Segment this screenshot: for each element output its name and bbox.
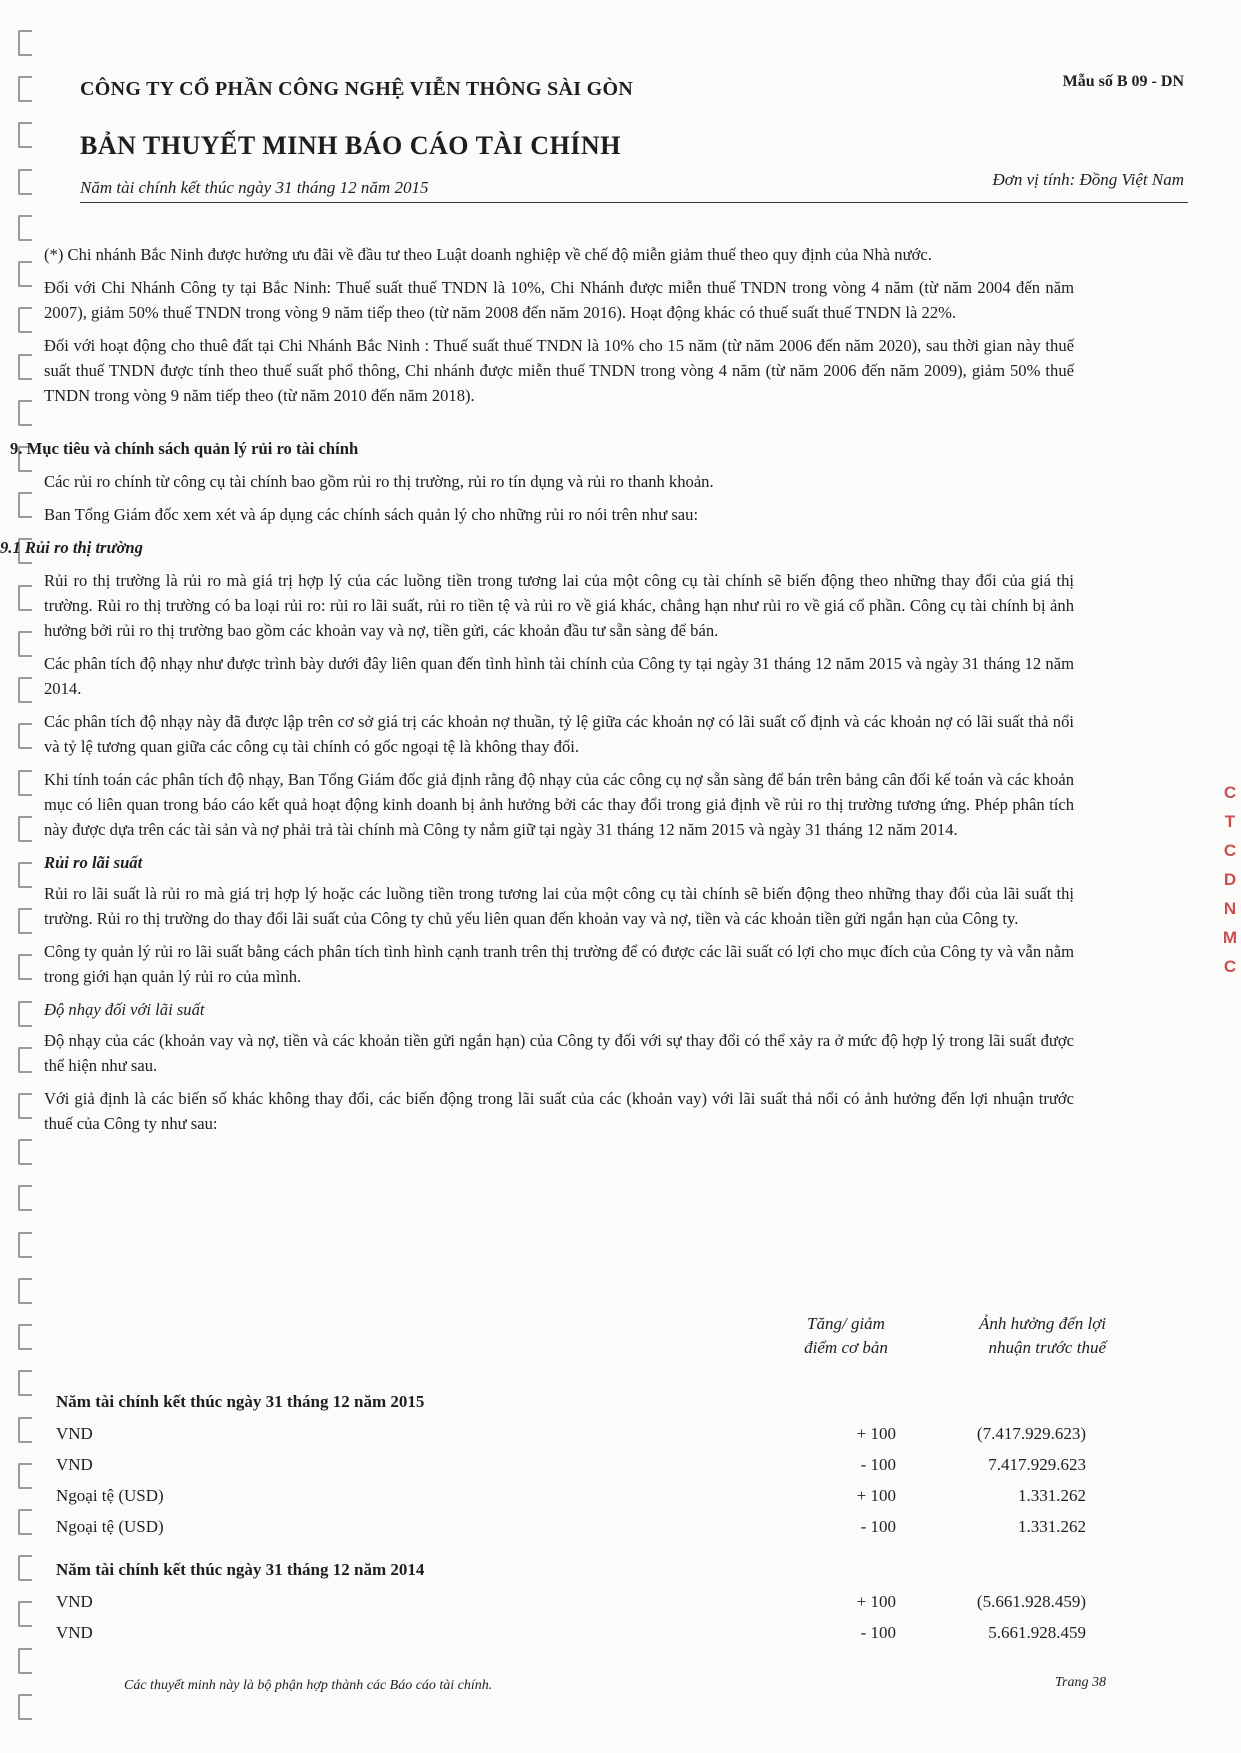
binding-ring — [18, 1648, 32, 1674]
binding-ring — [18, 1139, 32, 1165]
binding-ring — [18, 862, 32, 888]
binding-ring — [18, 1601, 32, 1627]
page-number: Trang 38 — [1055, 1675, 1106, 1690]
currency-unit: Đơn vị tính: Đồng Việt Nam — [992, 170, 1184, 189]
header-rule — [80, 202, 1188, 203]
binding-ring — [18, 261, 32, 287]
paragraph: Khi tính toán các phân tích độ nhạy, Ban Tổng Giám đốc giả định rằng độ nhạy của các công cụ nợ sẵn sàng để bán trên bảng cân đối kế toán và các khoản mục có liên quan trong báo cáo kết quả hoạt động kinh doanh bị ảnh hưởng bởi các thay đổi trong giả định về rủi ro thị trường tương ứng. Phép phân tích này được dựa trên các tài sản và nợ phải trả tài chính mà Công ty nắm giữ tại ngày 31 tháng 12 năm 2015 và ngày 31 tháng 12 năm 2014. — [44, 770, 1074, 839]
table-row: Ngoại tệ (USD) + 100 1.331.262 — [56, 1486, 1086, 1505]
binding-ring — [18, 1278, 32, 1304]
table-group-title: Năm tài chính kết thúc ngày 31 tháng 12 năm 2014 — [56, 1560, 425, 1579]
binding-ring — [18, 400, 32, 426]
subsection-heading: 9.1 Rủi ro thị trường — [0, 538, 143, 557]
stamp-letter: M — [1222, 928, 1238, 947]
stamp-letter: C — [1223, 957, 1237, 976]
binding-ring — [18, 1509, 32, 1535]
binding-ring — [18, 1694, 32, 1720]
binding-ring — [18, 169, 32, 195]
stamp-edge — [1221, 778, 1239, 981]
paragraph: Công ty quản lý rủi ro lãi suất bằng cách phân tích tình hình cạnh tranh trên thị trường để có được các lãi suất có lợi cho mục đích của Công ty và vẫn nằm trong giới hạn quản lý rủi ro của mình. — [44, 942, 1074, 986]
stamp-letter: C — [1223, 841, 1237, 860]
binding-ring — [18, 1001, 32, 1027]
fiscal-year-subtitle: Năm tài chính kết thúc ngày 31 tháng 12 năm 2015 — [80, 178, 429, 197]
table-row: VND + 100 (7.417.929.623) — [56, 1424, 1086, 1443]
binding-ring — [18, 1047, 32, 1073]
paragraph: Đối với Chi Nhánh Công ty tại Bắc Ninh: Thuế suất thuế TNDN là 10%, Chi Nhánh được miễn thuế TNDN trong vòng 4 năm (từ năm 2004 đến năm 2007), giảm 50% thuế TNDN trong vòng 9 năm tiếp theo (từ năm 2008 đến năm 2016). Hoạt động khác có thuế suất thuế TNDN là 22%. — [44, 278, 1074, 322]
report-title: BẢN THUYẾT MINH BÁO CÁO TÀI CHÍNH — [80, 131, 621, 160]
binding-ring — [18, 908, 32, 934]
binding-ring — [18, 1370, 32, 1396]
binding-ring — [18, 1324, 32, 1350]
paragraph: Ban Tổng Giám đốc xem xét và áp dụng các chính sách quản lý cho những rủi ro nói trên như sau: — [44, 505, 699, 524]
binding-ring — [18, 954, 32, 980]
binding-ring — [18, 492, 32, 518]
paragraph: Với giả định là các biến số khác không thay đổi, các biến động trong lãi suất của các (khoản vay) với lãi suất thả nổi có ảnh hưởng đến lợi nhuận trước thuế của Công ty như sau: — [44, 1089, 1074, 1133]
paragraph: Đối với hoạt động cho thuê đất tại Chi Nhánh Bắc Ninh : Thuế suất thuế TNDN là 10% cho 15 năm (từ năm 2006 đến năm 2020), sau thời gian này thuế suất thuế TNDN được tính theo thuế suất phổ thông, Chi nhánh được miễn thuế TNDN trong vòng 4 năm (từ năm 2006 đến năm 2009), giảm 50% thuế TNDN trong vòng 9 năm tiếp theo (từ năm 2010 đến năm 2018). — [44, 336, 1074, 405]
paragraph: Các phân tích độ nhạy như được trình bày dưới đây liên quan đến tình hình tài chính của Công ty tại ngày 31 tháng 12 năm 2015 và ngày 31 tháng 12 năm 2014. — [44, 654, 1074, 698]
binding-ring — [18, 1232, 32, 1258]
section-heading: 9. Mục tiêu và chính sách quản lý rủi ro tài chính — [10, 439, 359, 458]
interest-risk-heading: Rủi ro lãi suất — [44, 853, 143, 872]
binding-ring — [18, 30, 32, 56]
binding-ring — [18, 354, 32, 380]
paragraph: (*) Chi nhánh Bắc Ninh được hưởng ưu đãi về đầu tư theo Luật doanh nghiệp về chế độ miễn giảm thuế theo quy định của Nhà nước. — [44, 245, 932, 264]
binding-ring — [18, 677, 32, 703]
stamp-letter: C — [1223, 783, 1237, 802]
paragraph: Độ nhạy của các (khoản vay và nợ, tiền và các khoản tiền gửi ngắn hạn) của Công ty đối với sự thay đổi có thể xảy ra ở mức độ hợp lý trong lãi suất được thể hiện như sau. — [44, 1031, 1074, 1075]
binding-ring — [18, 770, 32, 796]
table-row: VND - 100 7.417.929.623 — [56, 1455, 1086, 1474]
document-body — [0, 242, 1074, 1144]
column-header-profit-effect: Ảnh hưởng đến lợi nhuận trước thuế — [978, 1314, 1106, 1357]
stamp-letter: D — [1223, 870, 1237, 889]
paragraph: Rủi ro lãi suất là rủi ro mà giá trị hợp lý hoặc các luồng tiền trong tương lai của một công cụ tài chính sẽ biến động theo những thay đổi của lãi suất thị trường. Rủi ro thị trường do thay đổi lãi suất của Công ty chủ yếu liên quan đến khoản vay và nợ, tiền và các khoản tiền gửi ngắn hạn của Công ty. — [44, 884, 1074, 928]
paragraph: Các phân tích độ nhạy này đã được lập trên cơ sở giá trị các khoản nợ thuần, tỷ lệ giữa các khoản nợ có lãi suất cố định và các khoản nợ có lãi suất thả nổi và tỷ lệ tương quan giữa các công cụ tài chính có gốc ngoại tệ là không thay đổi. — [44, 712, 1074, 756]
stamp-letter: T — [1224, 812, 1236, 831]
paragraph: Rủi ro thị trường là rủi ro mà giá trị hợp lý của các luồng tiền trong tương lai của một công cụ tài chính sẽ biến động theo những thay đổi của giá thị trường. Rủi ro thị trường có ba loại rủi ro: rủi ro lãi suất, rủi ro tiền tệ và rủi ro về giá khác, chẳng hạn như rủi ro về giá cổ phần. Công cụ tài chính bị ảnh hưởng bởi rủi ro thị trường bao gồm các khoản vay và nợ, tiền gửi, các khoản đầu tư sẵn sàng để bán. — [44, 571, 1074, 640]
binding-ring — [18, 307, 32, 333]
sensitivity-heading: Độ nhạy đối với lãi suất — [44, 1000, 205, 1019]
binding-ring — [18, 723, 32, 749]
stamp-letter: N — [1223, 899, 1237, 918]
binding-ring — [18, 122, 32, 148]
binding-ring — [18, 1555, 32, 1581]
footer-note: Các thuyết minh này là bộ phận hợp thành các Báo cáo tài chính. — [124, 1678, 493, 1693]
table-row: VND - 100 5.661.928.459 — [56, 1623, 1086, 1642]
company-name: CÔNG TY CỔ PHẦN CÔNG NGHỆ VIỄN THÔNG SÀI GÒN — [80, 78, 634, 100]
binding-ring — [18, 1417, 32, 1443]
column-header-basis-points: Tăng/ giảm điểm cơ bản — [804, 1314, 888, 1357]
paragraph: Các rủi ro chính từ công cụ tài chính bao gồm rủi ro thị trường, rủi ro tín dụng và rủi ro thanh khoản. — [44, 472, 714, 491]
binding-ring — [18, 631, 32, 657]
binding-ring — [18, 1185, 32, 1211]
form-code: Mẫu số B 09 - DN — [1062, 73, 1184, 90]
binding-ring — [18, 76, 32, 102]
table-group-title: Năm tài chính kết thúc ngày 31 tháng 12 năm 2015 — [56, 1392, 425, 1411]
binding-ring — [18, 585, 32, 611]
binding-ring — [18, 1463, 32, 1489]
binding-ring — [18, 1093, 32, 1119]
binding-ring — [18, 816, 32, 842]
table-row: VND + 100 (5.661.928.459) — [56, 1592, 1086, 1611]
binding-ring — [18, 215, 32, 241]
table-row: Ngoại tệ (USD) - 100 1.331.262 — [56, 1517, 1086, 1536]
